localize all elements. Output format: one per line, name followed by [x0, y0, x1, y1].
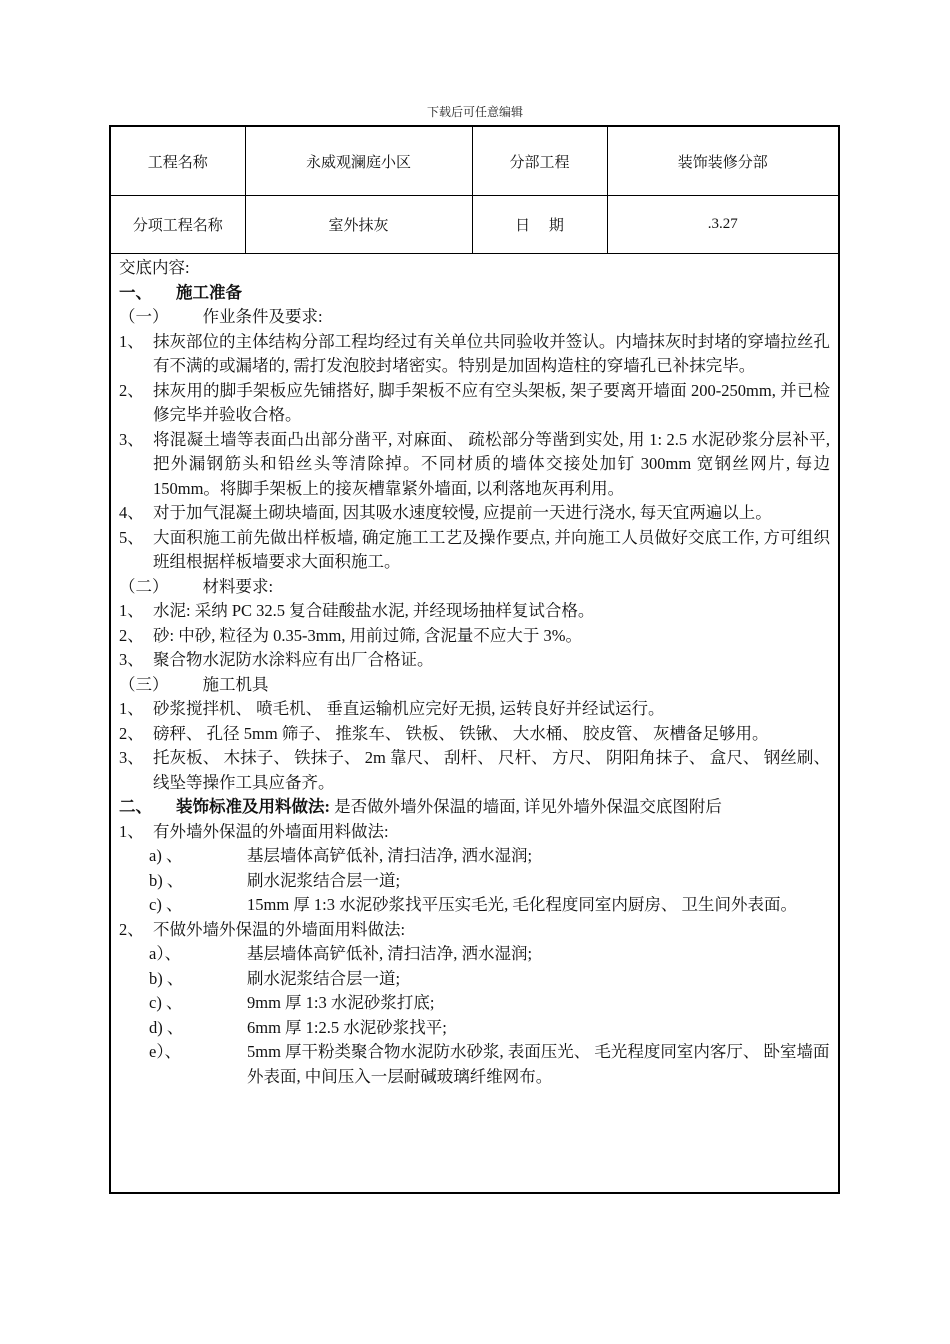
sub-item	[119, 1016, 830, 1041]
item-number: 3、	[119, 429, 144, 449]
subsection-number: （一）	[119, 307, 169, 326]
sub-item-label: b) 、	[149, 870, 184, 890]
sub-item	[119, 991, 830, 1016]
watermark-text: 下载后可任意编辑	[426, 105, 523, 119]
subsection-heading	[119, 305, 830, 330]
item-number: 5、	[119, 527, 144, 547]
subsection-title: 施工机具	[202, 674, 269, 694]
item-text: 砂浆搅拌机、 喷毛机、 垂直运输机应完好无损, 运转良好并经试运行。	[153, 699, 665, 718]
item-number: 2、	[119, 625, 144, 645]
section-note: 是否做外墙外保温的墙面, 详见外墙外保温交底图附后	[334, 797, 722, 816]
list-item	[119, 379, 830, 428]
header-table	[111, 127, 838, 254]
sub-item	[119, 869, 830, 894]
requirements-list	[119, 330, 830, 575]
item-text: 砂: 中砂, 粒径为 0.35-3mm, 用前过筛, 含泥量不应大于 3%。	[153, 625, 582, 645]
list-item	[119, 697, 830, 722]
header-row	[111, 196, 838, 254]
item-text: 对于加气混凝土砌块墙面, 因其吸水速度较慢, 应提前一天进行浇水, 每天宜两遍以上。	[153, 503, 772, 522]
section-title: 施工准备	[176, 282, 242, 302]
subitem-name-value: 室外抹灰	[245, 196, 472, 254]
list-item	[119, 526, 830, 575]
subsection-number: （三）	[119, 674, 169, 694]
list-item	[119, 330, 830, 379]
section-number: 一、	[119, 282, 152, 302]
item-number: 1、	[119, 821, 144, 841]
item-number: 1、	[119, 331, 144, 351]
item-text: 水泥: 采纳 PC 32.5 复合硅酸盐水泥, 并经现场抽样复试合格。	[153, 601, 595, 620]
sub-item-text: 基层墙体高铲低补, 清扫洁净, 洒水湿润;	[247, 944, 533, 963]
sub-item-text: 15mm 厚 1:3 水泥砂浆找平压实毛光, 毛化程度同室内厨房、 卫生间外表面。	[247, 895, 798, 914]
section-number: 二、	[119, 797, 152, 816]
sub-item-text: 刷水泥浆结合层一道;	[247, 968, 401, 988]
sub-item-label: e）、	[149, 1042, 182, 1061]
item-text: 大面积施工前先做出样板墙, 确定施工工艺及操作要点, 并向施工人员做好交底工作, 方可组织班组根据样板墙要求大面积施工。	[153, 527, 830, 571]
section-heading	[119, 281, 830, 306]
insulated-wall-steps	[119, 844, 830, 918]
item-text: 托灰板、 木抹子、 铁抹子、 2m 靠尺、 刮杆、 尺杆、 方尺、 阴阳角抹子、 盒尺、 钢丝刷、 线坠等操作工具应备齐。	[153, 748, 830, 792]
list-item	[119, 428, 830, 502]
sub-item-label: d) 、	[149, 1017, 184, 1037]
disclosure-form	[109, 125, 840, 1194]
project-name-value: 永威观澜庭小区	[245, 127, 472, 196]
sub-item-text: 基层墙体高铲低补, 清扫洁净, 洒水湿润;	[247, 846, 533, 865]
list-item	[119, 624, 830, 649]
item-number: 1、	[119, 699, 144, 718]
sub-item	[119, 844, 830, 869]
intro-label: 交底内容:	[119, 258, 190, 277]
date-label: 日 期	[472, 196, 607, 254]
sub-item-label: a) 、	[149, 846, 183, 865]
item-text: 抹灰用的脚手架板应先铺搭好, 脚手架板不应有空头架板, 架子要离开墙面 200-250mm, 并已检修完毕并验收合格。	[153, 380, 830, 424]
section-heading	[119, 795, 830, 820]
division-value: 装饰装修分部	[607, 127, 838, 196]
subsection-heading	[119, 575, 830, 600]
item-text: 不做外墙外保温的外墙面用料做法:	[153, 919, 406, 939]
list-item	[119, 722, 830, 747]
sub-item	[119, 942, 830, 967]
subsection-heading	[119, 673, 830, 698]
list-item	[119, 820, 830, 845]
item-text: 有外墙外保温的外墙面用料做法:	[153, 821, 389, 841]
sub-item-label: b) 、	[149, 968, 184, 988]
tools-list	[119, 697, 830, 795]
disclosure-body	[111, 254, 838, 1089]
date-value: .3.27	[607, 196, 838, 254]
uninsulated-wall-steps	[119, 942, 830, 1089]
item-number: 1、	[119, 601, 144, 620]
subsection-number: （二）	[119, 576, 169, 596]
materials-list	[119, 599, 830, 673]
item-number: 3、	[119, 748, 144, 767]
sub-item-text: 6mm 厚 1:2.5 水泥砂浆找平;	[247, 1017, 447, 1037]
subsection-title: 材料要求:	[202, 576, 274, 596]
item-text: 聚合物水泥防水涂料应有出厂合格证。	[153, 650, 434, 669]
sub-item	[119, 1040, 830, 1089]
subsection-title: 作业条件及要求:	[202, 307, 323, 326]
header-row	[111, 127, 838, 196]
sub-item-text: 9mm 厚 1:3 水泥砂浆打底;	[247, 993, 435, 1012]
sub-item	[119, 967, 830, 992]
sub-item-text: 刷水泥浆结合层一道;	[247, 870, 401, 890]
list-item	[119, 746, 830, 795]
item-text: 抹灰部位的主体结构分部工程均经过有关单位共同验收并签认。内墙抹灰时封堵的穿墙拉丝孔有不满的或漏堵的, 需打发泡胶封堵密实。特别是加固构造柱的穿墙孔已补抹完毕。	[153, 331, 830, 375]
section-title: 装饰标准及用料做法:	[176, 797, 330, 816]
sub-item-label: c) 、	[149, 993, 183, 1012]
item-number: 2、	[119, 380, 144, 400]
list-item	[119, 648, 830, 673]
sub-item-text: 5mm 厚干粉类聚合物水泥防水砂浆, 表面压光、 毛光程度同室内客厅、 卧室墙面外表面, 中间压入一层耐碱玻璃纤维网布。	[247, 1042, 830, 1086]
item-number: 3、	[119, 650, 144, 669]
list-item	[119, 501, 830, 526]
subitem-name-label: 分项工程名称	[111, 196, 245, 254]
item-text: 将混凝土墙等表面凸出部分凿平, 对麻面、 疏松部分等凿到实处, 用 1: 2.5 水泥砂浆分层补平, 把外漏钢筋头和铅丝头等清除掉。不同材质的墙体交接处加钉 300mm 宽钢丝网片, 每边 150mm。将脚手架板上的接灰槽靠紧外墙面, 以利落地灰再利用。	[153, 429, 830, 498]
item-number: 2、	[119, 919, 144, 939]
item-number: 2、	[119, 723, 144, 743]
list-item	[119, 599, 830, 624]
project-name-label: 工程名称	[111, 127, 245, 196]
sub-item-label: a）、	[149, 944, 182, 963]
list-item	[119, 918, 830, 943]
sub-item-label: c) 、	[149, 895, 183, 914]
sub-item	[119, 893, 830, 918]
item-text: 磅秤、 孔径 5mm 筛子、 推浆车、 铁板、 铁锹、 大水桶、 胶皮管、 灰槽备足够用。	[153, 723, 769, 743]
item-number: 4、	[119, 503, 144, 522]
division-label: 分部工程	[472, 127, 607, 196]
